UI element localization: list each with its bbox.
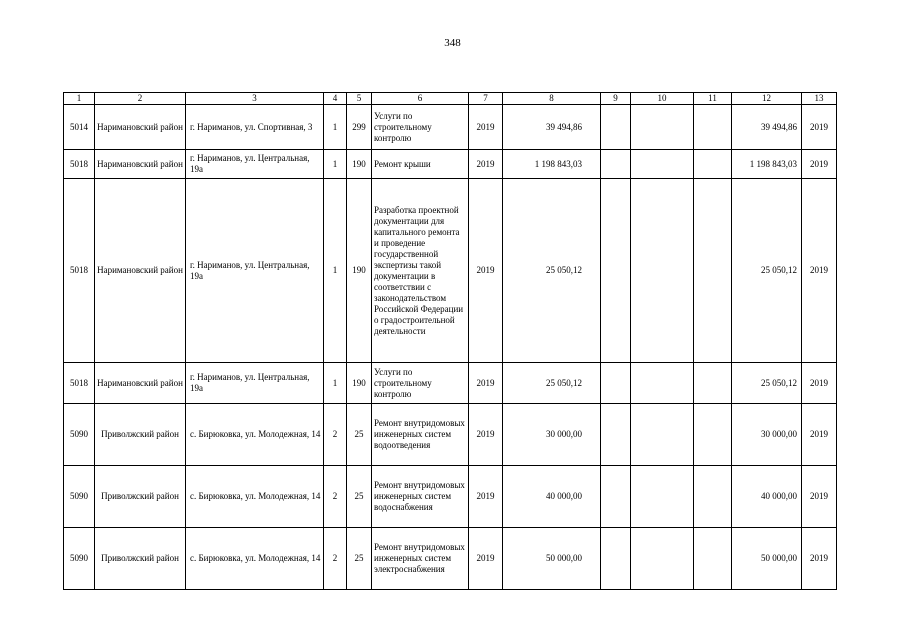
object-id: 5018	[64, 150, 95, 179]
col-5-value: 299	[347, 105, 372, 150]
col-9-value	[601, 466, 631, 528]
district: Наримановский район	[95, 179, 186, 363]
col-4-value: 1	[324, 150, 347, 179]
completion-year: 2019	[802, 466, 837, 528]
col-10-value	[631, 105, 694, 150]
year: 2019	[469, 150, 503, 179]
year: 2019	[469, 528, 503, 590]
col-11-value	[694, 466, 732, 528]
object-id: 5090	[64, 466, 95, 528]
column-number: 5	[347, 93, 372, 105]
col-10-value	[631, 363, 694, 404]
total-amount: 40 000,00	[732, 466, 802, 528]
address: с. Бирюковка, ул. Молодежная, 14	[186, 404, 324, 466]
col-10-value	[631, 179, 694, 363]
table-row	[64, 179, 837, 363]
column-number: 11	[694, 93, 732, 105]
address: с. Бирюковка, ул. Молодежная, 14	[186, 466, 324, 528]
col-4-value: 2	[324, 528, 347, 590]
address: г. Нариманов, ул. Центральная, 19а	[186, 363, 324, 404]
object-id: 5014	[64, 105, 95, 150]
column-number: 9	[601, 93, 631, 105]
completion-year: 2019	[802, 179, 837, 363]
district: Приволжский район	[95, 528, 186, 590]
col-10-value	[631, 150, 694, 179]
column-number-row	[64, 93, 837, 105]
col-5-value: 25	[347, 466, 372, 528]
table-row	[64, 105, 837, 150]
column-number: 7	[469, 93, 503, 105]
col-10-value	[631, 404, 694, 466]
object-id: 5090	[64, 404, 95, 466]
district: Приволжский район	[95, 404, 186, 466]
col-11-value	[694, 179, 732, 363]
work-type: Ремонт внутридомовых инженерных систем водоотведения	[372, 404, 469, 466]
total-amount: 1 198 843,03	[732, 150, 802, 179]
address: г. Нариманов, ул. Спортивная, 3	[186, 105, 324, 150]
work-type: Услуги по строительному контролю	[372, 105, 469, 150]
total-amount: 25 050,12	[732, 179, 802, 363]
col-11-value	[694, 150, 732, 179]
work-type: Разработка проектной документации для капитального ремонта и проведение государственной экспертизы такой документации в соответствии с законодательством Российской Федерации о градостроительной деятельности	[372, 179, 469, 363]
col-11-value	[694, 363, 732, 404]
completion-year: 2019	[802, 528, 837, 590]
col-5-value: 190	[347, 150, 372, 179]
col-11-value	[694, 105, 732, 150]
table-row	[64, 466, 837, 528]
column-number: 1	[64, 93, 95, 105]
column-number: 6	[372, 93, 469, 105]
work-type: Ремонт внутридомовых инженерных систем электроснабжения	[372, 528, 469, 590]
cost-amount: 39 494,86	[503, 105, 601, 150]
address: с. Бирюковка, ул. Молодежная, 14	[186, 528, 324, 590]
total-amount: 50 000,00	[732, 528, 802, 590]
column-number: 10	[631, 93, 694, 105]
col-9-value	[601, 150, 631, 179]
completion-year: 2019	[802, 105, 837, 150]
object-id: 5018	[64, 363, 95, 404]
col-4-value: 1	[324, 179, 347, 363]
table-row	[64, 404, 837, 466]
cost-amount: 30 000,00	[503, 404, 601, 466]
repair-registry-table	[63, 92, 837, 590]
col-5-value: 25	[347, 528, 372, 590]
year: 2019	[469, 363, 503, 404]
table-row	[64, 150, 837, 179]
address: г. Нариманов, ул. Центральная, 19а	[186, 179, 324, 363]
col-4-value: 1	[324, 363, 347, 404]
column-number: 12	[732, 93, 802, 105]
year: 2019	[469, 404, 503, 466]
total-amount: 30 000,00	[732, 404, 802, 466]
total-amount: 25 050,12	[732, 363, 802, 404]
table-row	[64, 528, 837, 590]
column-number: 13	[802, 93, 837, 105]
cost-amount: 40 000,00	[503, 466, 601, 528]
work-type: Услуги по строительному контролю	[372, 363, 469, 404]
object-id: 5090	[64, 528, 95, 590]
col-9-value	[601, 404, 631, 466]
column-number: 2	[95, 93, 186, 105]
column-number: 4	[324, 93, 347, 105]
address: г. Нариманов, ул. Центральная, 19а	[186, 150, 324, 179]
col-5-value: 25	[347, 404, 372, 466]
col-9-value	[601, 105, 631, 150]
cost-amount: 1 198 843,03	[503, 150, 601, 179]
district: Наримановский район	[95, 105, 186, 150]
cost-amount: 25 050,12	[503, 179, 601, 363]
col-4-value: 1	[324, 105, 347, 150]
year: 2019	[469, 466, 503, 528]
year: 2019	[469, 105, 503, 150]
col-9-value	[601, 179, 631, 363]
col-5-value: 190	[347, 363, 372, 404]
col-9-value	[601, 363, 631, 404]
col-9-value	[601, 528, 631, 590]
completion-year: 2019	[802, 404, 837, 466]
cost-amount: 25 050,12	[503, 363, 601, 404]
total-amount: 39 494,86	[732, 105, 802, 150]
district: Наримановский район	[95, 150, 186, 179]
district: Приволжский район	[95, 466, 186, 528]
col-4-value: 2	[324, 404, 347, 466]
work-type: Ремонт крыши	[372, 150, 469, 179]
year: 2019	[469, 179, 503, 363]
col-11-value	[694, 528, 732, 590]
object-id: 5018	[64, 179, 95, 363]
col-10-value	[631, 466, 694, 528]
column-number: 3	[186, 93, 324, 105]
column-number: 8	[503, 93, 601, 105]
col-10-value	[631, 528, 694, 590]
work-type: Ремонт внутридомовых инженерных систем водоснабжения	[372, 466, 469, 528]
completion-year: 2019	[802, 363, 837, 404]
col-4-value: 2	[324, 466, 347, 528]
district: Наримановский район	[95, 363, 186, 404]
completion-year: 2019	[802, 150, 837, 179]
page-number: 348	[444, 37, 461, 49]
col-11-value	[694, 404, 732, 466]
table-row	[64, 363, 837, 404]
cost-amount: 50 000,00	[503, 528, 601, 590]
col-5-value: 190	[347, 179, 372, 363]
